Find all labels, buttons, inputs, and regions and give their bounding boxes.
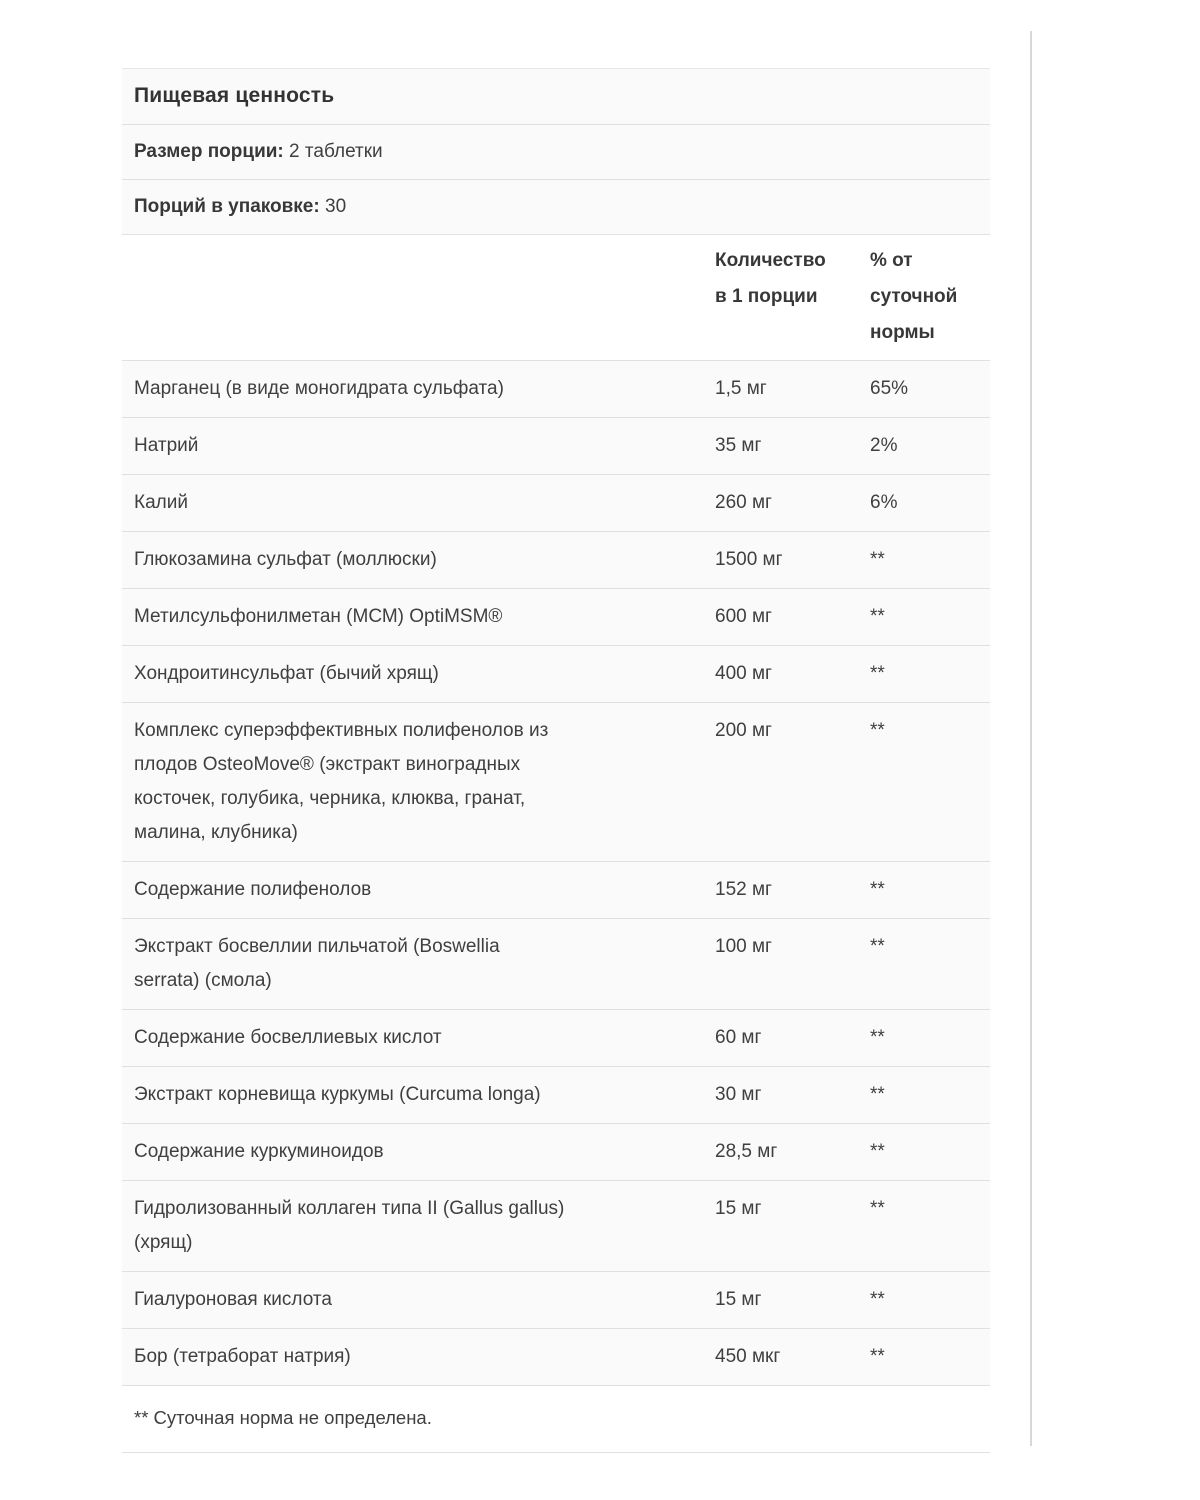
table-row [122, 1010, 990, 1067]
ingredient-amount: 450 мкг [715, 1346, 781, 1367]
ingredient-name: Содержание босвеллиевых кислот [134, 1027, 442, 1048]
ingredient-daily-value: ** [870, 879, 885, 900]
ingredient-daily-value: 6% [870, 492, 898, 513]
ingredient-amount: 152 мг [715, 879, 772, 900]
table-row [122, 418, 990, 475]
ingredient-name: Бор (тетраборат натрия) [134, 1346, 351, 1367]
ingredient-name: Калий [134, 492, 188, 513]
column-header-row [122, 235, 990, 361]
column-header-spacer [122, 243, 594, 351]
ingredient-amount: 200 мг [715, 720, 772, 741]
column-header-amount [715, 243, 870, 351]
ingredient-name: Марганец (в виде моногидрата сульфата) [134, 378, 504, 399]
table-row [122, 1272, 990, 1329]
footnote: ** Суточная норма не определена. [122, 1386, 990, 1453]
ingredient-name: Гиалуроновая кислота [134, 1289, 332, 1310]
ingredient-name: Экстракт корневища куркумы (Curcuma longa) [134, 1084, 541, 1105]
column-header-amount-line2: в 1 порции [715, 286, 818, 307]
table-row [122, 1124, 990, 1181]
ingredient-name: Экстракт босвеллии пильчатой (Boswellia serrata) (смола) [134, 936, 500, 991]
ingredient-amount: 260 мг [715, 492, 772, 513]
table-row [122, 862, 990, 919]
ingredient-amount: 600 мг [715, 606, 772, 627]
table-row [122, 589, 990, 646]
ingredient-amount: 30 мг [715, 1084, 762, 1105]
ingredient-amount: 28,5 мг [715, 1141, 778, 1162]
ingredient-daily-value: 2% [870, 435, 898, 456]
ingredient-amount: 100 мг [715, 936, 772, 957]
ingredient-daily-value: ** [870, 1084, 885, 1105]
ingredient-daily-value: ** [870, 1141, 885, 1162]
ingredient-daily-value: ** [870, 606, 885, 627]
servings-per-container-label: Порций в упаковке: [134, 196, 320, 217]
vertical-divider [1030, 31, 1032, 1446]
ingredient-daily-value: ** [870, 1289, 885, 1310]
table-row [122, 475, 990, 532]
ingredient-name: Глюкозамина сульфат (моллюски) [134, 549, 437, 570]
ingredient-daily-value: ** [870, 720, 885, 741]
ingredient-amount: 15 мг [715, 1289, 762, 1310]
ingredient-name: Комплекс суперэффективных полифенолов из плодов OsteoMove® (экстракт виноградных косточек, голубика, черника, клюква, гранат, малина, клубника) [134, 720, 549, 843]
ingredient-amount: 1500 мг [715, 549, 783, 570]
ingredient-name: Содержание куркуминоидов [134, 1141, 384, 1162]
ingredient-amount: 60 мг [715, 1027, 762, 1048]
ingredient-amount: 15 мг [715, 1198, 762, 1219]
ingredient-amount: 1,5 мг [715, 378, 767, 399]
ingredient-name: Натрий [134, 435, 199, 456]
ingredient-daily-value: ** [870, 549, 885, 570]
column-header-dv-line1: % от [870, 250, 913, 271]
supplement-facts-table [122, 68, 990, 1453]
servings-per-container-band [122, 180, 990, 235]
serving-size-label: Размер порции: [134, 141, 284, 162]
serving-size-value: 2 таблетки [289, 141, 383, 162]
ingredient-name: Гидролизованный коллаген типа II (Gallus gallus) (хрящ) [134, 1198, 565, 1253]
table-row [122, 919, 990, 1010]
ingredient-daily-value: ** [870, 936, 885, 957]
ingredient-daily-value: ** [870, 663, 885, 684]
ingredient-name: Метилсульфонилметан (МСМ) OptiMSM® [134, 606, 503, 627]
column-header-dv-line3: нормы [870, 322, 935, 343]
column-header-dv-line2: суточной [870, 286, 958, 307]
ingredient-daily-value: ** [870, 1027, 885, 1048]
table-row [122, 703, 990, 862]
servings-per-container-value: 30 [325, 196, 347, 217]
table-row [122, 361, 990, 418]
column-header-amount-line1: Количество [715, 250, 826, 271]
serving-size-band [122, 125, 990, 180]
ingredient-amount: 400 мг [715, 663, 772, 684]
table-title-band [122, 69, 990, 125]
table-row [122, 1181, 990, 1272]
ingredient-daily-value: 65% [870, 378, 909, 399]
column-header-dv [870, 243, 990, 351]
ingredient-daily-value: ** [870, 1346, 885, 1367]
ingredient-daily-value: ** [870, 1198, 885, 1219]
table-row [122, 646, 990, 703]
table-title: Пищевая ценность [134, 84, 335, 107]
table-row [122, 1329, 990, 1386]
table-row [122, 532, 990, 589]
table-row [122, 1067, 990, 1124]
ingredient-name: Хондроитинсульфат (бычий хрящ) [134, 663, 439, 684]
ingredient-name: Содержание полифенолов [134, 879, 372, 900]
ingredient-amount: 35 мг [715, 435, 762, 456]
